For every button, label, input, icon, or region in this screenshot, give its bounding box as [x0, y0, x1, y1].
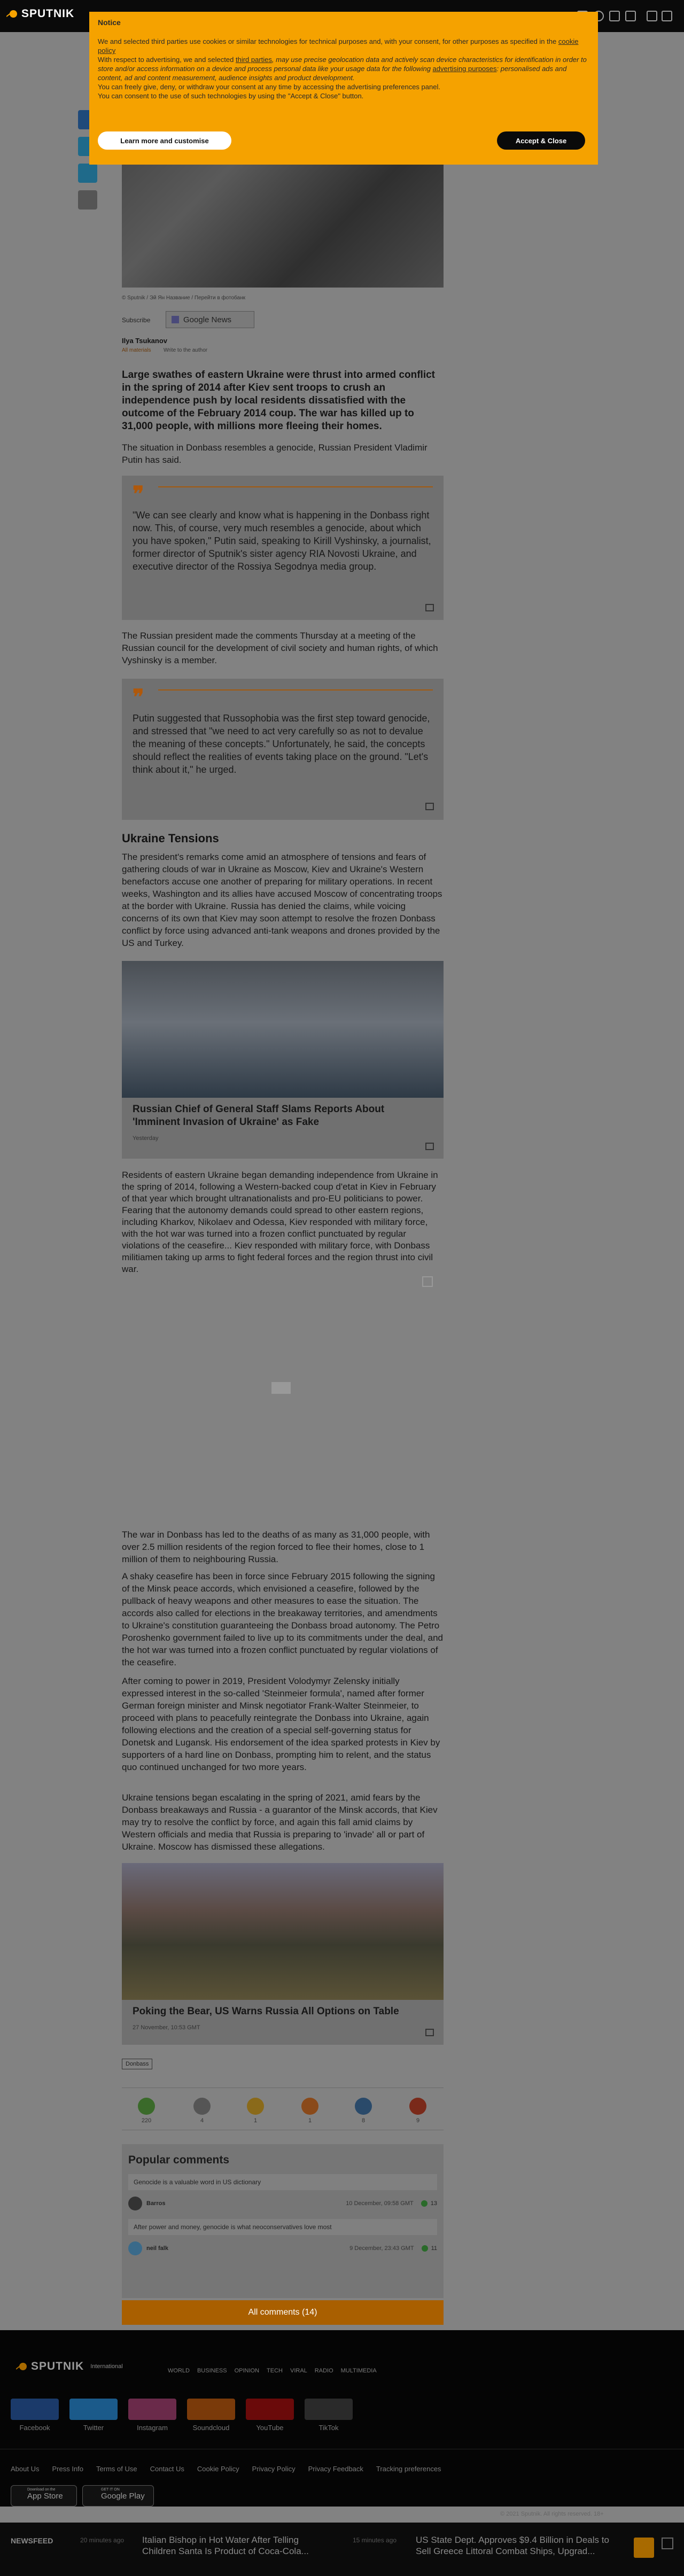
- sputnik-logo-icon: [16, 2361, 28, 2372]
- notice-paragraph: You can consent to the use of such technologies by using the "Accept & Close" button.: [98, 92, 364, 100]
- footer-link[interactable]: Cookie Policy: [197, 2465, 239, 2473]
- paragraph: A shaky ceasefire has been in force since February 2015 following the signing of the Minsk peace accords, which envisioned a ceasefire, followed by the pullback of heavy weapons and other measures to ease the situation. The accords also called for elections in the breakaway territories, and amendments to Ukraine's constitution guaranteeing the Donbass broad autonomy. The Petro Poroshenko government failed to live up to its commitments under the deal, and the hot war was turned into a frozen conflict punctuated by regular violations of the ceasefire.: [122, 1571, 444, 1667]
- reaction-count: 1: [253, 2117, 258, 2124]
- instagram-icon[interactable]: [128, 2399, 176, 2420]
- telegram-icon[interactable]: [625, 11, 636, 21]
- share-more-icon[interactable]: [78, 190, 97, 210]
- footer-nav-viral[interactable]: VIRAL: [290, 2368, 307, 2374]
- related-article-date: 27 November, 10:53 GMT: [133, 2024, 200, 2031]
- newsfeed-item[interactable]: Italian Bishop in Hot Water After Telling Children Santa Is Product of Coca-Cola...: [142, 2535, 309, 2556]
- learn-more-button[interactable]: Learn more and customise: [98, 131, 231, 150]
- comment-user[interactable]: Barros: [146, 2200, 166, 2207]
- twitter-icon[interactable]: [69, 2399, 118, 2420]
- sputnik-logo-icon: [6, 8, 18, 20]
- notice-paragraph: With respect to advertising, we and selected third parties, may use precise geolocation data and actively scan device characteristics for identification in order to store and/or access information on a device and process personal data like your usage data for the following advertising purposes: personalised ads and content, ad and content measurement, audience insights and product development.: [98, 56, 587, 82]
- google-news-button[interactable]: Google News: [166, 311, 254, 328]
- related-article-card[interactable]: [122, 961, 444, 1159]
- reaction-count: 220: [141, 2117, 152, 2124]
- like-icon[interactable]: [138, 2098, 155, 2115]
- soundcloud-icon[interactable]: [187, 2399, 235, 2420]
- tag-badge[interactable]: Donbass: [122, 2059, 152, 2069]
- paragraph: The president's remarks come amid an atmosphere of tensions and fears of gathering clouds of war in Ukraine as Moscow, Kiev and Ukraine's Western benefactors accuse one another of preparing for military operations. In recent weeks, Washington and its allies have accused Moscow of concentrating troops at the border with Ukraine. Russia has denied the claims, while voicing concerns of its own that Kiev may soon attempt to resolve the frozen Donbass conflict by force using advanced anti-tank weapons and drones provided by the US and Turkey.: [122, 852, 442, 948]
- comment-quote: Genocide is a valuable word in US dictionary: [128, 2174, 437, 2190]
- cookie-policy-link[interactable]: cookie policy: [98, 37, 579, 55]
- comments-title: Popular comments: [128, 2154, 230, 2166]
- article-lead: Large swathes of eastern Ukraine were thrust into armed conflict in the spring of 2014 after Kiev sent troops to crush an independence push by local residents dissatisfied with the outcome of the February 2014 coup. The war has killed up to 31,000 people, with millions more fleeing their homes.: [122, 369, 435, 432]
- newsfeed-item[interactable]: US State Dept. Approves $9.4 Billion in Deals to Sell Greece Littoral Combat Ships, Upgrad...: [416, 2535, 609, 2556]
- share-quote-icon[interactable]: [425, 604, 434, 611]
- newsfeed-close-icon[interactable]: [662, 2538, 673, 2549]
- comment-likes: 11: [431, 2245, 437, 2252]
- footer-nav-world[interactable]: WORLD: [168, 2368, 190, 2374]
- share-telegram-icon[interactable]: [78, 164, 97, 183]
- reaction-count: 9: [416, 2117, 420, 2124]
- like-icon[interactable]: [421, 2200, 428, 2207]
- google-play-button[interactable]: GET IT ON Google Play: [82, 2485, 154, 2507]
- comment-user[interactable]: neil falk: [146, 2245, 168, 2252]
- share-card-icon[interactable]: [425, 2029, 434, 2036]
- footer-link[interactable]: Tracking preferences: [376, 2465, 441, 2473]
- reaction-count: 1: [308, 2117, 312, 2124]
- quote-icon: ❞: [133, 483, 144, 506]
- newsfeed-time: 15 minutes ago: [353, 2536, 397, 2544]
- footer-nav-opinion[interactable]: OPINION: [234, 2368, 260, 2374]
- google-news-icon: [172, 316, 179, 323]
- advertising-purposes-link[interactable]: advertising purposes: [432, 65, 497, 73]
- ad-placeholder: [271, 1382, 291, 1394]
- reaction-count: 4: [200, 2117, 204, 2124]
- comment-quote: After power and money, genocide is what neoconservatives love most: [128, 2219, 437, 2235]
- paragraph: After coming to power in 2019, President Volodymyr Zelensky initially expressed interest in the so-called 'Steinmeier formula', named after former German foreign minister and Minsk negotiator Frank-Walter Steinmeier, to proceed with plans to peacefully reintegrate the Donbass into Ukraine, again following elections and the creation of a special self-governing status for Donetsk and Lugansk. His endorsement of the idea sparked protests in Kiev by supporters of a hard line on Donbass, prompting him to relent, and the status quo continued unchanged for two more years.: [122, 1676, 440, 1772]
- copyright: © 2021 Sputnik. All rights reserved. 18+: [500, 2511, 604, 2517]
- share-card-icon[interactable]: [425, 1143, 434, 1150]
- newsfeed-time: 20 minutes ago: [80, 2536, 125, 2544]
- notice-paragraph: We and selected third parties use cookies or similar technologies for technical purposes and, with your consent, for other purposes as specified in the cookie policy: [98, 37, 579, 55]
- quote-divider: [158, 486, 433, 487]
- social-label[interactable]: Soundcloud: [192, 2424, 230, 2432]
- paragraph: The Russian president made the comments Thursday at a meeting of the Russian council for the development of civil society and human rights, of which Vyshinsky is a member.: [122, 631, 438, 665]
- comments-panel: [122, 2144, 444, 2298]
- footer-links: [11, 2465, 441, 2473]
- sputnik-logo[interactable]: SPUTNIK: [6, 7, 74, 20]
- reaction-count: 8: [361, 2117, 366, 2124]
- footer-link[interactable]: About Us: [11, 2465, 40, 2473]
- paragraph: The war in Donbass has led to the deaths of as many as 31,000 people, with over 2.5 million residents of the region forced to flee their homes, close to 1 million of them to neighbouring Russia.: [122, 1530, 430, 1564]
- youtube-icon[interactable]: [246, 2399, 294, 2420]
- quote-divider: [158, 689, 433, 690]
- close-icon[interactable]: [662, 11, 672, 21]
- paragraph: Ukraine tensions began escalating in the spring of 2021, amid fears by the Donbass breakaways and Russia - a guarantor of the Minsk accords, that Kiev may try to resolve the conflict by force, and again this fall amid claims by Western officials and media that Russia is preparing to 'invade' all or part of Ukraine. Moscow has dismissed these allegations.: [122, 1793, 438, 1852]
- facebook-icon[interactable]: [11, 2399, 59, 2420]
- quote-text: "We can see clearly and know what is happening in the Donbass right now. This, of course, very much resembles a genocide, about which you have spoken," Putin said, speaking to Kirill Vyshinsky, a journalist, former director of Sputnik's sister agency RIA Novosti Ukraine, and executive director of the Rossiya Segodnya media group.: [133, 510, 431, 572]
- notice-title: Notice: [98, 18, 121, 27]
- footer-link[interactable]: Press Info: [52, 2465, 84, 2473]
- author-all-materials[interactable]: All materials: [122, 347, 151, 353]
- user-icon[interactable]: [609, 11, 620, 21]
- photo-caption: © Sputnik / Эй Ян Название / Перейти в фотобанк: [122, 295, 245, 301]
- avatar: [128, 2241, 142, 2255]
- account-icon[interactable]: [647, 11, 657, 21]
- avatar: [128, 2197, 142, 2210]
- footer-nav-radio[interactable]: RADIO: [314, 2368, 333, 2374]
- related-article-card[interactable]: [122, 1863, 444, 2045]
- comment-date: 10 December, 09:58 GMT: [346, 2200, 414, 2207]
- dislike-icon[interactable]: [193, 2098, 211, 2115]
- footer-nav-tech[interactable]: TECH: [267, 2368, 283, 2374]
- quote-icon: ❞: [133, 686, 144, 709]
- paragraph: Residents of eastern Ukraine began demanding independence from Ukraine in the spring of 2014, following a Western-backed coup d'etat in Kiev in February of that year which brought ultranationalists and pro-EU politicians to power. Fearing that the autonomy demands could spread to other eastern regions, including Kharkov, Nikolaev and Odessa, Kiev responded with military force, with the hot war was turned into a frozen conflict punctuated by regular violations of the ceasefire... Kiev responded with military force, with Donbass militiamen taking up arms to fight federal forces and the region thrust into civil war.: [122, 1170, 438, 1274]
- quote-block: [122, 679, 444, 820]
- tiktok-icon[interactable]: [305, 2399, 353, 2420]
- paragraph: The situation in Donbass resembles a genocide, Russian President Vladimir Putin has said.: [122, 443, 428, 465]
- footer-link[interactable]: Contact Us: [150, 2465, 184, 2473]
- quote-text: Putin suggested that Russophobia was the first step toward genocide, and stressed that "we need to act very carefully so as not to devalue the meaning of these concepts." Unfortunately, he said, the concepts should reflect the realities of events taking place on the ground. "Let's think about it," he urged.: [133, 713, 430, 775]
- wow-icon[interactable]: [301, 2098, 318, 2115]
- third-parties-link[interactable]: third parties: [235, 56, 272, 64]
- related-article-title[interactable]: Poking the Bear, US Warns Russia All Options on Table: [133, 2006, 399, 2017]
- social-label[interactable]: Facebook: [19, 2424, 50, 2432]
- reactions-bar: [122, 2088, 444, 2130]
- footer-link[interactable]: Terms of Use: [96, 2465, 137, 2473]
- subscribe-label: Subscribe: [122, 316, 151, 324]
- footer-logo[interactable]: SPUTNIK International: [16, 2360, 123, 2373]
- author-write[interactable]: Write to the author: [164, 347, 208, 353]
- footer-nav-business[interactable]: BUSINESS: [197, 2368, 227, 2374]
- like-icon[interactable]: [422, 2245, 428, 2252]
- notice-paragraph: You can freely give, deny, or withdraw your consent at any time by accessing the advertising preferences panel.: [98, 83, 440, 91]
- newsfeed-label: NEWSFEED: [11, 2536, 53, 2545]
- accept-close-button[interactable]: Accept & Close: [497, 131, 585, 150]
- section-heading: Ukraine Tensions: [122, 832, 219, 845]
- angry-icon[interactable]: [409, 2098, 426, 2115]
- social-label[interactable]: Instagram: [137, 2424, 168, 2432]
- newsfeed-expand-icon[interactable]: [634, 2538, 654, 2558]
- social-label[interactable]: YouTube: [256, 2424, 284, 2432]
- social-label[interactable]: TikTok: [318, 2424, 339, 2432]
- related-article-title[interactable]: Russian Chief of General Staff Slams Reports About 'Imminent Invasion of Ukraine' as Fake: [133, 1104, 385, 1128]
- cookie-notice: [89, 12, 598, 165]
- all-comments-button[interactable]: All comments (14): [122, 2300, 444, 2325]
- footer-link[interactable]: Privacy Policy: [252, 2465, 296, 2473]
- app-store-button[interactable]: Download on the App Store: [11, 2485, 77, 2507]
- comment-date: 9 December, 23:43 GMT: [349, 2245, 414, 2252]
- related-article-image: [122, 961, 444, 1098]
- sad-icon[interactable]: [355, 2098, 372, 2115]
- quote-block: [122, 476, 444, 620]
- author-name[interactable]: Ilya Tsukanov: [122, 337, 168, 345]
- ad-marker-icon: [422, 1276, 433, 1287]
- share-quote-icon[interactable]: [425, 803, 434, 810]
- comment-likes: 13: [430, 2200, 437, 2207]
- laugh-icon[interactable]: [247, 2098, 264, 2115]
- related-article-image: [122, 1863, 444, 2000]
- footer-nav: [168, 2368, 377, 2374]
- footer-link[interactable]: Privacy Feedback: [308, 2465, 363, 2473]
- related-article-date: Yesterday: [133, 1135, 159, 1142]
- social-label[interactable]: Twitter: [83, 2424, 104, 2432]
- footer-nav-multimedia[interactable]: MULTIMEDIA: [340, 2368, 377, 2374]
